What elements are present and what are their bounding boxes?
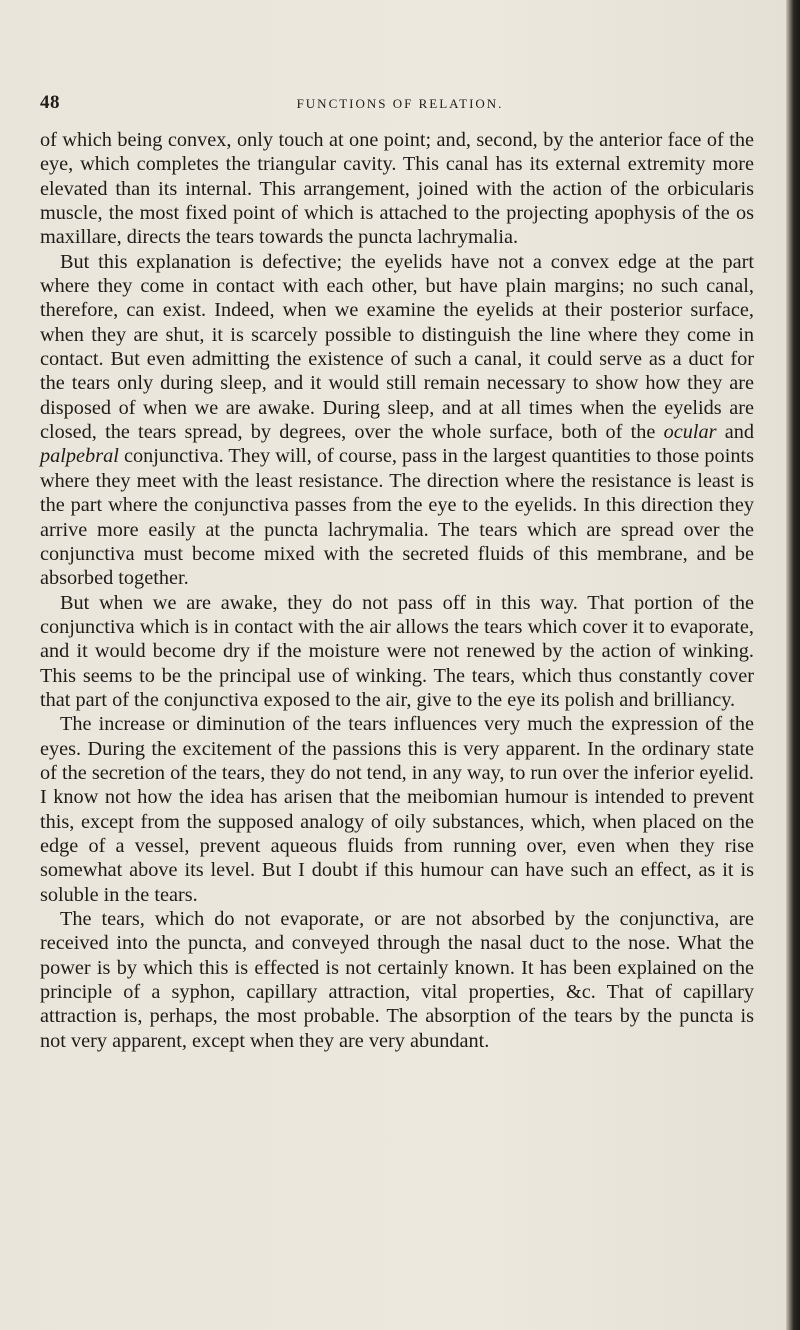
paragraph [40, 907, 754, 1053]
paragraph [40, 712, 754, 907]
page-binding-edge [786, 0, 800, 1330]
text-run: But when we are awake, they do not pass off in this way. That portion of the conjunctiva which is in contact with the air allows the tears which cover it to evaporate, and it would become dry if the moisture were not renewed by the action of winking. This seems to be the principal use of winking. The tears, which thus constantly cover that part of the conjunctiva exposed to the air, give to the eye its polish and brilliancy. [40, 591, 754, 711]
paragraph [40, 128, 754, 250]
page-header [40, 92, 760, 116]
body-text [40, 128, 754, 1053]
text-run: The increase or diminution of the tears influences very much the expression of the eyes. During the excitement of the passions this is very apparent. In the ordinary state of the secretion of the tears, they do not tend, in any way, to run over the inferior eyelid. I know not how the idea has arisen that the meibomian humour is intended to prevent this, except from the supposed analogy of oily substances, which, when placed on the edge of a vessel, prevent aqueous fluids from running over, even when they rise somewhat above its level. But I doubt if this humour can have such an effect, as it is soluble in the tears. [40, 713, 754, 906]
text-run: and [716, 421, 754, 444]
paragraph [40, 250, 754, 591]
text-run: of which being convex, only touch at one point; and, second, by the anterior face of the eye, which completes the triangular cavity. This canal has its external extremity more elevated than its internal. This arrangement, joined with the action of the orbicularis muscle, the most fixed point of which is attached to the projecting apophysis of the os maxillare, directs the tears towards the puncta lachrymalia. [40, 129, 754, 249]
italic-term: ocular [663, 421, 717, 444]
running-head: FUNCTIONS OF RELATION. [296, 96, 504, 111]
text-run: The tears, which do not evaporate, or are not absorbed by the conjunctiva, are received into the puncta, and conveyed through the nasal duct to the nose. What the power is by which this is effected is not certainly known. It has been explained on the principle of a syphon, capillary attraction, vital properties, &c. That of capillary attraction is, perhaps, the most probable. The absorption of the tears by the puncta is not very apparent, except when they are very abundant. [40, 908, 754, 1052]
page-number: 48 [40, 92, 60, 113]
italic-term: palpebral [40, 445, 119, 468]
text-run: But this explanation is defective; the eyelids have not a convex edge at the part where they come in contact with each other, but have plain margins; no such canal, therefore, can exist. Indeed, when we examine the eyelids at their posterior surface, when they are shut, it is scarcely possible to distinguish the line where they come in contact. But even admitting the existence of such a canal, it could serve as a duct for the tears only during sleep, and it would still remain necessary to show how they are disposed of when we are awake. During sleep, and at all times when the eyelids are closed, the tears spread, by degrees, over the whole surface, both of the [40, 250, 754, 444]
paragraph [40, 591, 754, 713]
text-run: conjunctiva. They will, of course, pass in the largest quantities to those points where they meet with the least resistance. The direction where the resistance is least is the part where the conjunctiva passes from the eye to the eyelids. In this direction they arrive more easily at the puncta lachrymalia. The tears which are spread over the conjunctiva must become mixed with the secreted fluids of this membrane, and be absorbed together. [40, 445, 754, 590]
